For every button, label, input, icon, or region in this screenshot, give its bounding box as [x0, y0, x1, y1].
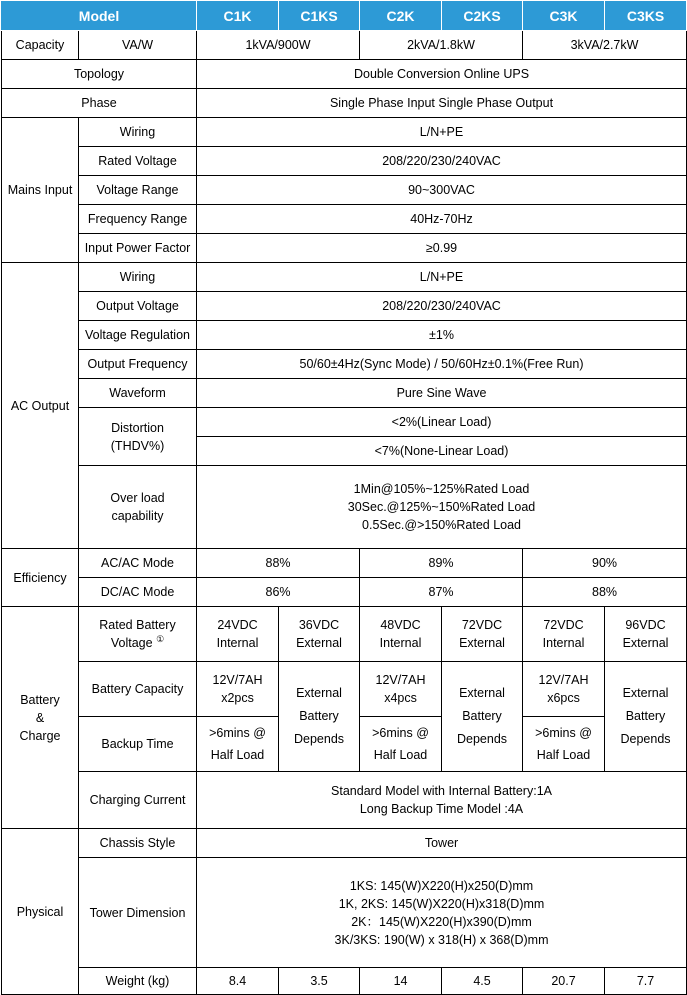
battery-charging-label: Charging Current: [79, 772, 197, 829]
battery-capacity-row: [2, 662, 687, 717]
ac-overload-label: [79, 466, 197, 549]
ac-overload-label-line1: Over load: [110, 491, 165, 505]
mains-frequency-range-value: 40Hz-70Hz: [197, 205, 687, 234]
physical-group-label: Physical: [2, 829, 79, 995]
mains-voltage-range-row: [2, 176, 687, 205]
weight-c1k: 8.4: [197, 968, 279, 995]
weight-c3ks: 7.7: [605, 968, 687, 995]
capacity-label: Capacity: [2, 31, 79, 60]
mains-power-factor-value: ≥0.99: [197, 234, 687, 263]
battery-voltage-c3k: 72VDC Internal: [523, 607, 605, 662]
battery-charging-line2: Long Backup Time Model :4A: [359, 802, 524, 816]
ac-waveform-label: Waveform: [79, 379, 197, 408]
battery-backup-label: Backup Time: [79, 717, 197, 772]
phase-row: [2, 89, 687, 118]
ac-distortion-label: [79, 408, 197, 466]
physical-dimension-label: Tower Dimension: [79, 858, 197, 968]
physical-dimension-value: [197, 858, 687, 968]
efficiency-acac-3k: 90%: [523, 549, 687, 578]
mains-power-factor-label: Input Power Factor: [79, 234, 197, 263]
header-c1k: C1K: [197, 1, 279, 31]
topology-label: Topology: [2, 60, 197, 89]
mains-rated-voltage-label: Rated Voltage: [79, 147, 197, 176]
mains-wiring-value: L/N+PE: [197, 118, 687, 147]
battery-voltage-c1ks: 36VDC External: [279, 607, 360, 662]
mains-power-factor-row: [2, 234, 687, 263]
battery-capacity-label: Battery Capacity: [79, 662, 197, 717]
physical-chassis-row: [2, 829, 687, 858]
battery-rated-voltage-label: [79, 607, 197, 662]
battery-voltage-c3ks: 96VDC External: [605, 607, 687, 662]
physical-chassis-label: Chassis Style: [79, 829, 197, 858]
header-c2k: C2K: [360, 1, 442, 31]
mains-frequency-range-row: [2, 205, 687, 234]
mains-wiring-row: [2, 118, 687, 147]
battery-voltage-c2ks: 72VDC External: [442, 607, 523, 662]
spec-table: [1, 0, 687, 995]
battery-backup-c1k: >6mins @ Half Load: [197, 717, 279, 772]
footnote-marker: ①: [156, 633, 165, 644]
efficiency-acac-label: AC/AC Mode: [79, 549, 197, 578]
ac-distortion-linear-value: <2%(Linear Load): [197, 408, 687, 437]
physical-dimension-line1: 1KS: 145(W)X220(H)x250(D)mm: [349, 878, 534, 893]
ac-output-voltage-row: [2, 292, 687, 321]
physical-chassis-value: Tower: [197, 829, 687, 858]
mains-rated-voltage-row: [2, 147, 687, 176]
efficiency-dcac-row: [2, 578, 687, 607]
physical-dimension-line4: 3K/3KS: 190(W) x 318(H) x 368(D)mm: [334, 932, 549, 947]
ac-output-frequency-label: Output Frequency: [79, 350, 197, 379]
mains-voltage-range-value: 90~300VAC: [197, 176, 687, 205]
battery-voltage-c2k: 48VDC Internal: [360, 607, 442, 662]
battery-charging-line1: Standard Model with Internal Battery:1A: [331, 784, 552, 798]
ac-overload-line1: 1Min@105%~125%Rated Load: [353, 482, 530, 496]
battery-external-c1ks: External Battery Depends: [279, 662, 360, 772]
battery-capacity-c1k: 12V/7AH x2pcs: [197, 662, 279, 717]
physical-dimension-line3: 2K：145(W)X220(H)x390(D)mm: [351, 914, 532, 929]
mains-frequency-range-label: Frequency Range: [79, 205, 197, 234]
ac-overload-label-line2: capability: [111, 509, 164, 523]
weight-c2k: 14: [360, 968, 442, 995]
efficiency-acac-row: [2, 549, 687, 578]
header-c1ks: C1KS: [279, 1, 360, 31]
physical-dimension-row: [2, 858, 687, 968]
weight-c1ks: 3.5: [279, 968, 360, 995]
battery-backup-c3k: >6mins @ Half Load: [523, 717, 605, 772]
efficiency-dcac-1k: 86%: [197, 578, 360, 607]
header-row: [2, 1, 687, 31]
ac-distortion-linear-row: [2, 408, 687, 437]
battery-rated-voltage-row: [2, 607, 687, 662]
ac-output-voltage-value: 208/220/230/240VAC: [197, 292, 687, 321]
ac-wiring-row: [2, 263, 687, 292]
capacity-unit: VA/W: [79, 31, 197, 60]
capacity-1k: 1kVA/900W: [197, 31, 360, 60]
battery-external-c2ks: External Battery Depends: [442, 662, 523, 772]
battery-group-line1: Battery: [20, 692, 60, 707]
battery-external-c3ks: External Battery Depends: [605, 662, 687, 772]
physical-weight-label: Weight (kg): [79, 968, 197, 995]
phase-label: Phase: [2, 89, 197, 118]
mains-wiring-label: Wiring: [79, 118, 197, 147]
ac-overload-value: [197, 466, 687, 549]
ac-waveform-row: [2, 379, 687, 408]
ac-output-voltage-label: Output Voltage: [79, 292, 197, 321]
battery-group-line3: Charge: [19, 728, 61, 743]
ac-waveform-value: Pure Sine Wave: [197, 379, 687, 408]
capacity-3k: 3kVA/2.7kW: [523, 31, 687, 60]
ac-voltage-regulation-row: [2, 321, 687, 350]
header-c3k: C3K: [523, 1, 605, 31]
mains-group-label: Mains Input: [2, 118, 79, 263]
battery-charging-value: [197, 772, 687, 829]
ac-wiring-value: L/N+PE: [197, 263, 687, 292]
mains-rated-voltage-value: 208/220/230/240VAC: [197, 147, 687, 176]
ac-output-frequency-row: [2, 350, 687, 379]
battery-group-line2: &: [35, 710, 45, 725]
battery-rated-voltage-label-line2: Voltage ①: [110, 633, 165, 650]
battery-rated-voltage-label-line1: Rated Battery: [99, 618, 176, 632]
ac-distortion-label-line2: (THDV%): [110, 438, 165, 453]
topology-row: [2, 60, 687, 89]
ac-overload-row: [2, 466, 687, 549]
phase-value: Single Phase Input Single Phase Output: [197, 89, 687, 118]
ac-output-frequency-value: 50/60±4Hz(Sync Mode) / 50/60Hz±0.1%(Free Run): [197, 350, 687, 379]
physical-dimension-line2: 1K, 2KS: 145(W)X220(H)x318(D)mm: [338, 896, 545, 911]
weight-c3k: 20.7: [523, 968, 605, 995]
efficiency-dcac-label: DC/AC Mode: [79, 578, 197, 607]
efficiency-dcac-3k: 88%: [523, 578, 687, 607]
battery-backup-c2k: >6mins @ Half Load: [360, 717, 442, 772]
ac-wiring-label: Wiring: [79, 263, 197, 292]
topology-value: Double Conversion Online UPS: [197, 60, 687, 89]
battery-voltage-c1k: 24VDC Internal: [197, 607, 279, 662]
battery-capacity-c3k: 12V/7AH x6pcs: [523, 662, 605, 717]
header-c2ks: C2KS: [442, 1, 523, 31]
ac-output-group-label: AC Output: [2, 263, 79, 549]
weight-c2ks: 4.5: [442, 968, 523, 995]
ac-distortion-nonlinear-value: <7%(None-Linear Load): [197, 437, 687, 466]
mains-voltage-range-label: Voltage Range: [79, 176, 197, 205]
capacity-row: [2, 31, 687, 60]
ac-overload-line2: 30Sec.@125%~150%Rated Load: [347, 500, 536, 514]
ac-voltage-regulation-label: Voltage Regulation: [79, 321, 197, 350]
ac-distortion-label-line1: Distortion: [111, 420, 164, 435]
header-model: Model: [2, 1, 197, 31]
battery-group-label: [2, 607, 79, 829]
ac-voltage-regulation-value: ±1%: [197, 321, 687, 350]
header-c3ks: C3KS: [605, 1, 687, 31]
ac-overload-line3: 0.5Sec.@>150%Rated Load: [362, 518, 521, 532]
efficiency-acac-1k: 88%: [197, 549, 360, 578]
battery-charging-row: [2, 772, 687, 829]
efficiency-dcac-2k: 87%: [360, 578, 523, 607]
efficiency-acac-2k: 89%: [360, 549, 523, 578]
battery-capacity-c2k: 12V/7AH x4pcs: [360, 662, 442, 717]
efficiency-group-label: Efficiency: [2, 549, 79, 607]
capacity-2k: 2kVA/1.8kW: [360, 31, 523, 60]
physical-weight-row: [2, 968, 687, 995]
